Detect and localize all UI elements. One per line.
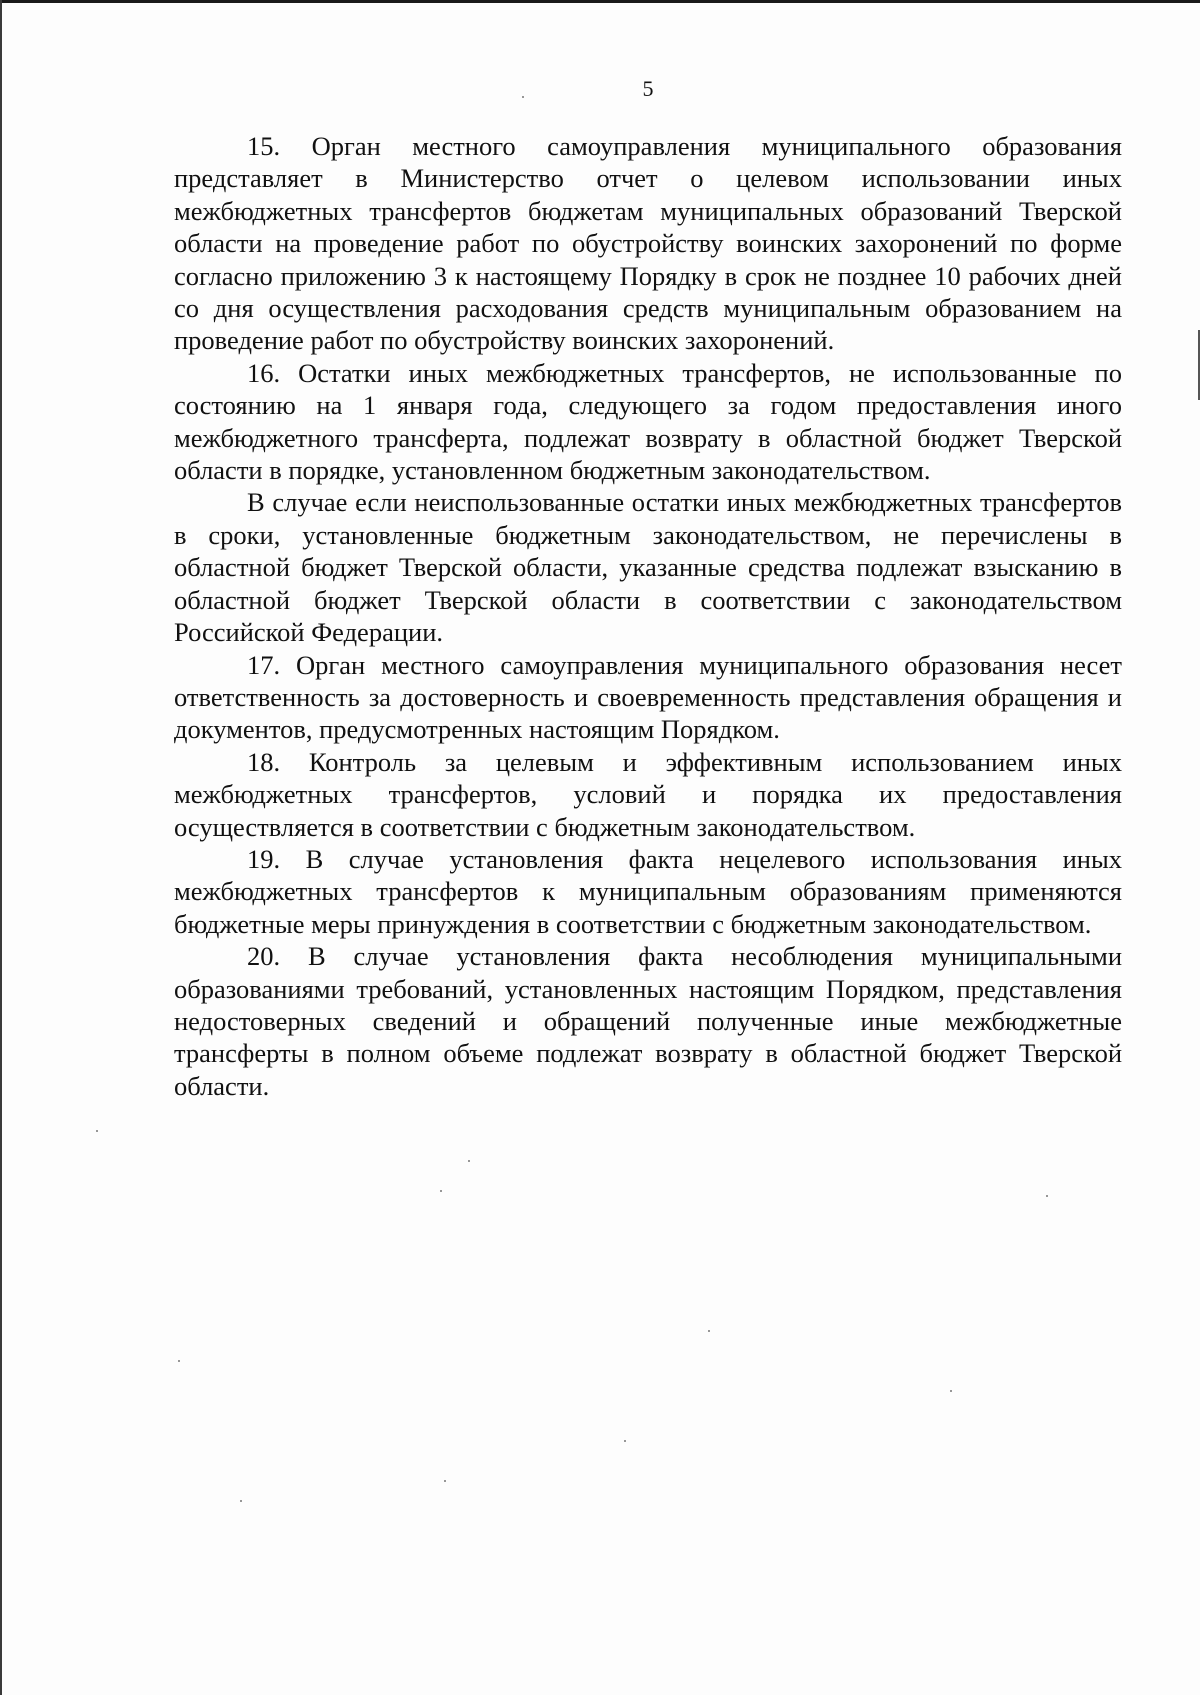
scan-speck (468, 1160, 470, 1162)
paragraph-17: 17. Орган местного самоуправления муниципального образования несет ответственность за достоверность и своевременность представления обращения и документов, предусмотренных настоящим Порядком. (174, 649, 1122, 745)
paragraph-16: 16. Остатки иных межбюджетных трансфертов, не использованные по состоянию на 1 января года, следующего за годом предоставления иного межбюджетного трансферта, подлежат возврату в областной бюджет Тверской области в порядке, установленном бюджетным законодательством. (174, 357, 1122, 486)
scan-speck (708, 1330, 710, 1332)
scan-speck (440, 1190, 442, 1192)
paragraph-20: 20. В случае установления факта несоблюдения муниципальными образованиями требований, установленных настоящим Порядком, представления недостоверных сведений и обращений полученные иные межбюджетные трансферты в полном объеме подлежат возврату в областной бюджет Тверской области. (174, 941, 1122, 1101)
scan-speck (178, 1360, 180, 1362)
paragraph-15: 15. Орган местного самоуправления муниципального образования представляет в Министерство отчет о целевом использовании иных межбюджетных трансфертов бюджетам муниципальных образований Тверской области на проведение работ по обустройству воинских захоронений по форме согласно приложению 3 к настоящему Порядку в срок не позднее 10 рабочих дней со дня осуществления расходования средств муниципальным образованием на проведение работ по обустройству воинских захоронений. (174, 131, 1122, 356)
scan-speck (1046, 1195, 1048, 1197)
scan-speck (950, 1390, 952, 1392)
scan-edge-left (0, 0, 2, 1695)
paragraph-18: 18. Контроль за целевым и эффективным использованием иных межбюджетных трансфертов, условий и порядка их предоставления осуществляется в соответствии с бюджетным законодательством. (174, 746, 1122, 842)
page-number: 5 (642, 76, 654, 101)
scan-speck (522, 96, 524, 98)
scan-speck (240, 1500, 242, 1502)
scan-speck (96, 1130, 98, 1132)
scan-speck (444, 1480, 446, 1482)
document-body (174, 130, 1122, 1102)
scan-edge-top (0, 0, 1200, 3)
paragraph-16-continuation: В случае если неиспользованные остатки иных межбюджетных трансфертов в сроки, установленные бюджетным законодательством, не перечислены в областной бюджет Тверской области, указанные средства подлежат взысканию в областной бюджет Тверской области в соответствии с законодательством Российской Федерации. (174, 487, 1122, 648)
scan-speck (624, 1440, 626, 1442)
paragraph-19: 19. В случае установления факта нецелевого использования иных межбюджетных трансфертов к муниципальным образованиям применяются бюджетные меры принуждения в соответствии с бюджетным законодательством. (174, 843, 1122, 939)
